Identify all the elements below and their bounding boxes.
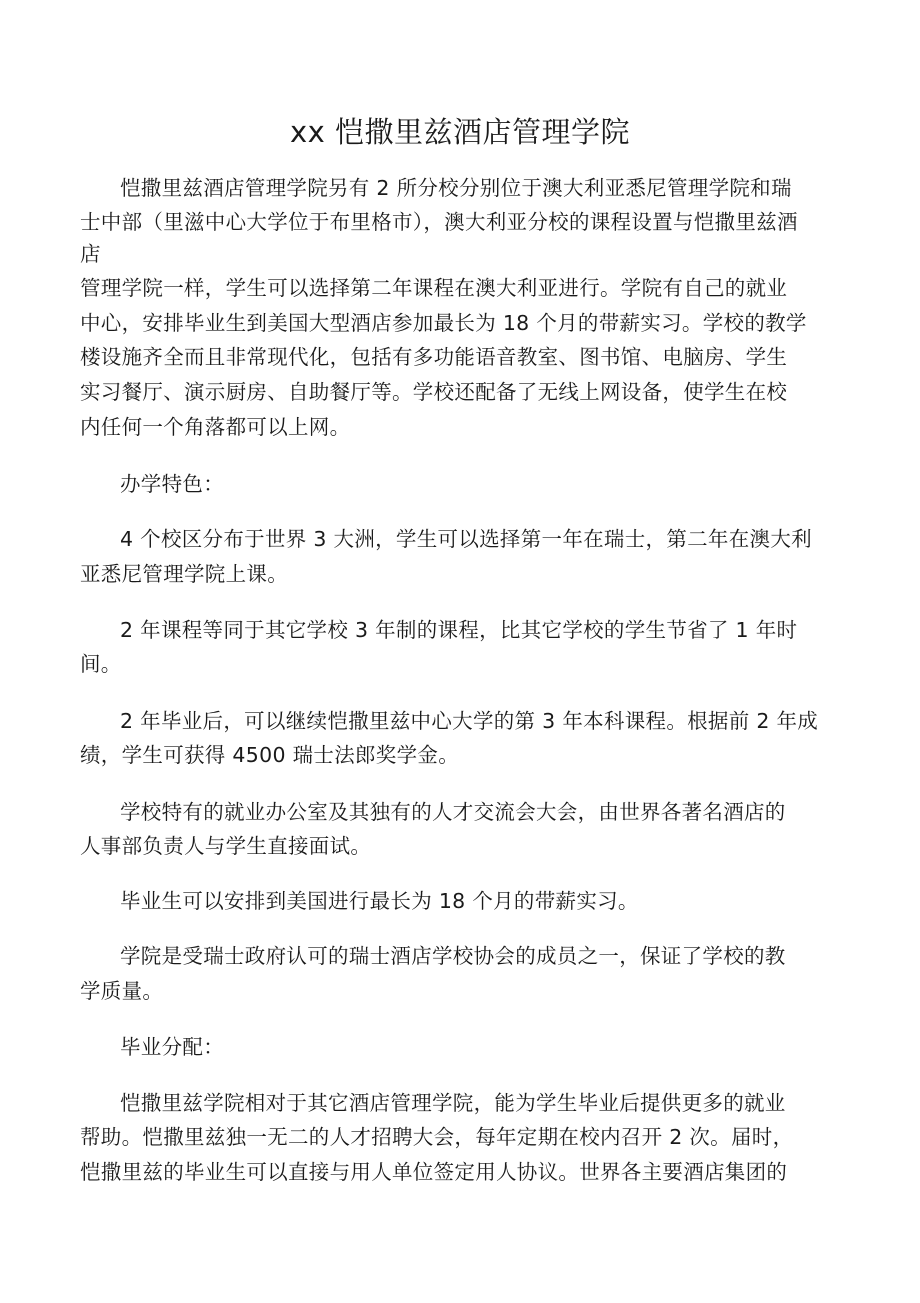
intro-line: 管理学院一样，学生可以选择第二年课程在澳大利亚进行。学院有自己的就业 [80, 276, 788, 300]
feature-line: 学质量。 [80, 979, 164, 1003]
feature-line: 亚悉尼管理学院上课。 [80, 562, 288, 586]
section-heading-placement: 毕业分配： [120, 1035, 224, 1059]
feature-line: 学院是受瑞士政府认可的瑞士酒店学校协会的成员之一，保证了学校的教 [120, 944, 786, 968]
feature-line: 人事部负责人与学生直接面试。 [80, 834, 372, 858]
intro-line: 中心，安排毕业生到美国大型酒店参加最长为 18 个月的带薪实习。学校的教学 [80, 311, 807, 335]
placement-line: 恺撒里兹学院相对于其它酒店管理学院，能为学生毕业后提供更多的就业 [120, 1091, 786, 1115]
intro-line: 恺撒里兹酒店管理学院另有 2 所分校分别位于澳大利亚悉尼管理学院和瑞 [120, 176, 792, 200]
placement-line: 帮助。恺撒里兹独一无二的人才招聘大会，每年定期在校内召开 2 次。届时， [80, 1125, 794, 1149]
feature-line: 2 年课程等同于其它学校 3 年制的课程，比其它学校的学生节省了 1 年时 [120, 618, 798, 642]
section-heading-features: 办学特色： [120, 472, 224, 496]
intro-line: 店 [80, 242, 101, 266]
intro-line: 士中部（里滋中心大学位于布里格市），澳大利亚分校的课程设置与恺撒里兹酒 [80, 210, 798, 234]
feature-line: 间。 [80, 652, 122, 676]
feature-line: 4 个校区分布于世界 3 大洲，学生可以选择第一年在瑞士，第二年在澳大利 [120, 527, 812, 551]
placement-line: 恺撒里兹的毕业生可以直接与用人单位签定用人协议。世界各主要酒店集团的 [80, 1160, 788, 1184]
feature-line: 2 年毕业后，可以继续恺撒里兹中心大学的第 3 年本科课程。根据前 2 年成 [120, 709, 819, 733]
intro-line: 楼设施齐全而且非常现代化，包括有多功能语音教室、图书馆、电脑房、学生 [80, 345, 788, 369]
feature-line: 学校特有的就业办公室及其独有的人才交流会大会，由世界各著名酒店的 [120, 800, 786, 824]
document-title: xx 恺撒里兹酒店管理学院 [289, 115, 631, 149]
intro-line: 实习餐厅、演示厨房、自助餐厅等。学校还配备了无线上网设备，使学生在校 [80, 380, 788, 404]
intro-line: 内任何一个角落都可以上网。 [80, 415, 351, 439]
feature-line: 毕业生可以安排到美国进行最长为 18 个月的带薪实习。 [120, 889, 639, 913]
feature-line: 绩，学生可获得 4500 瑞士法郎奖学金。 [80, 743, 460, 767]
